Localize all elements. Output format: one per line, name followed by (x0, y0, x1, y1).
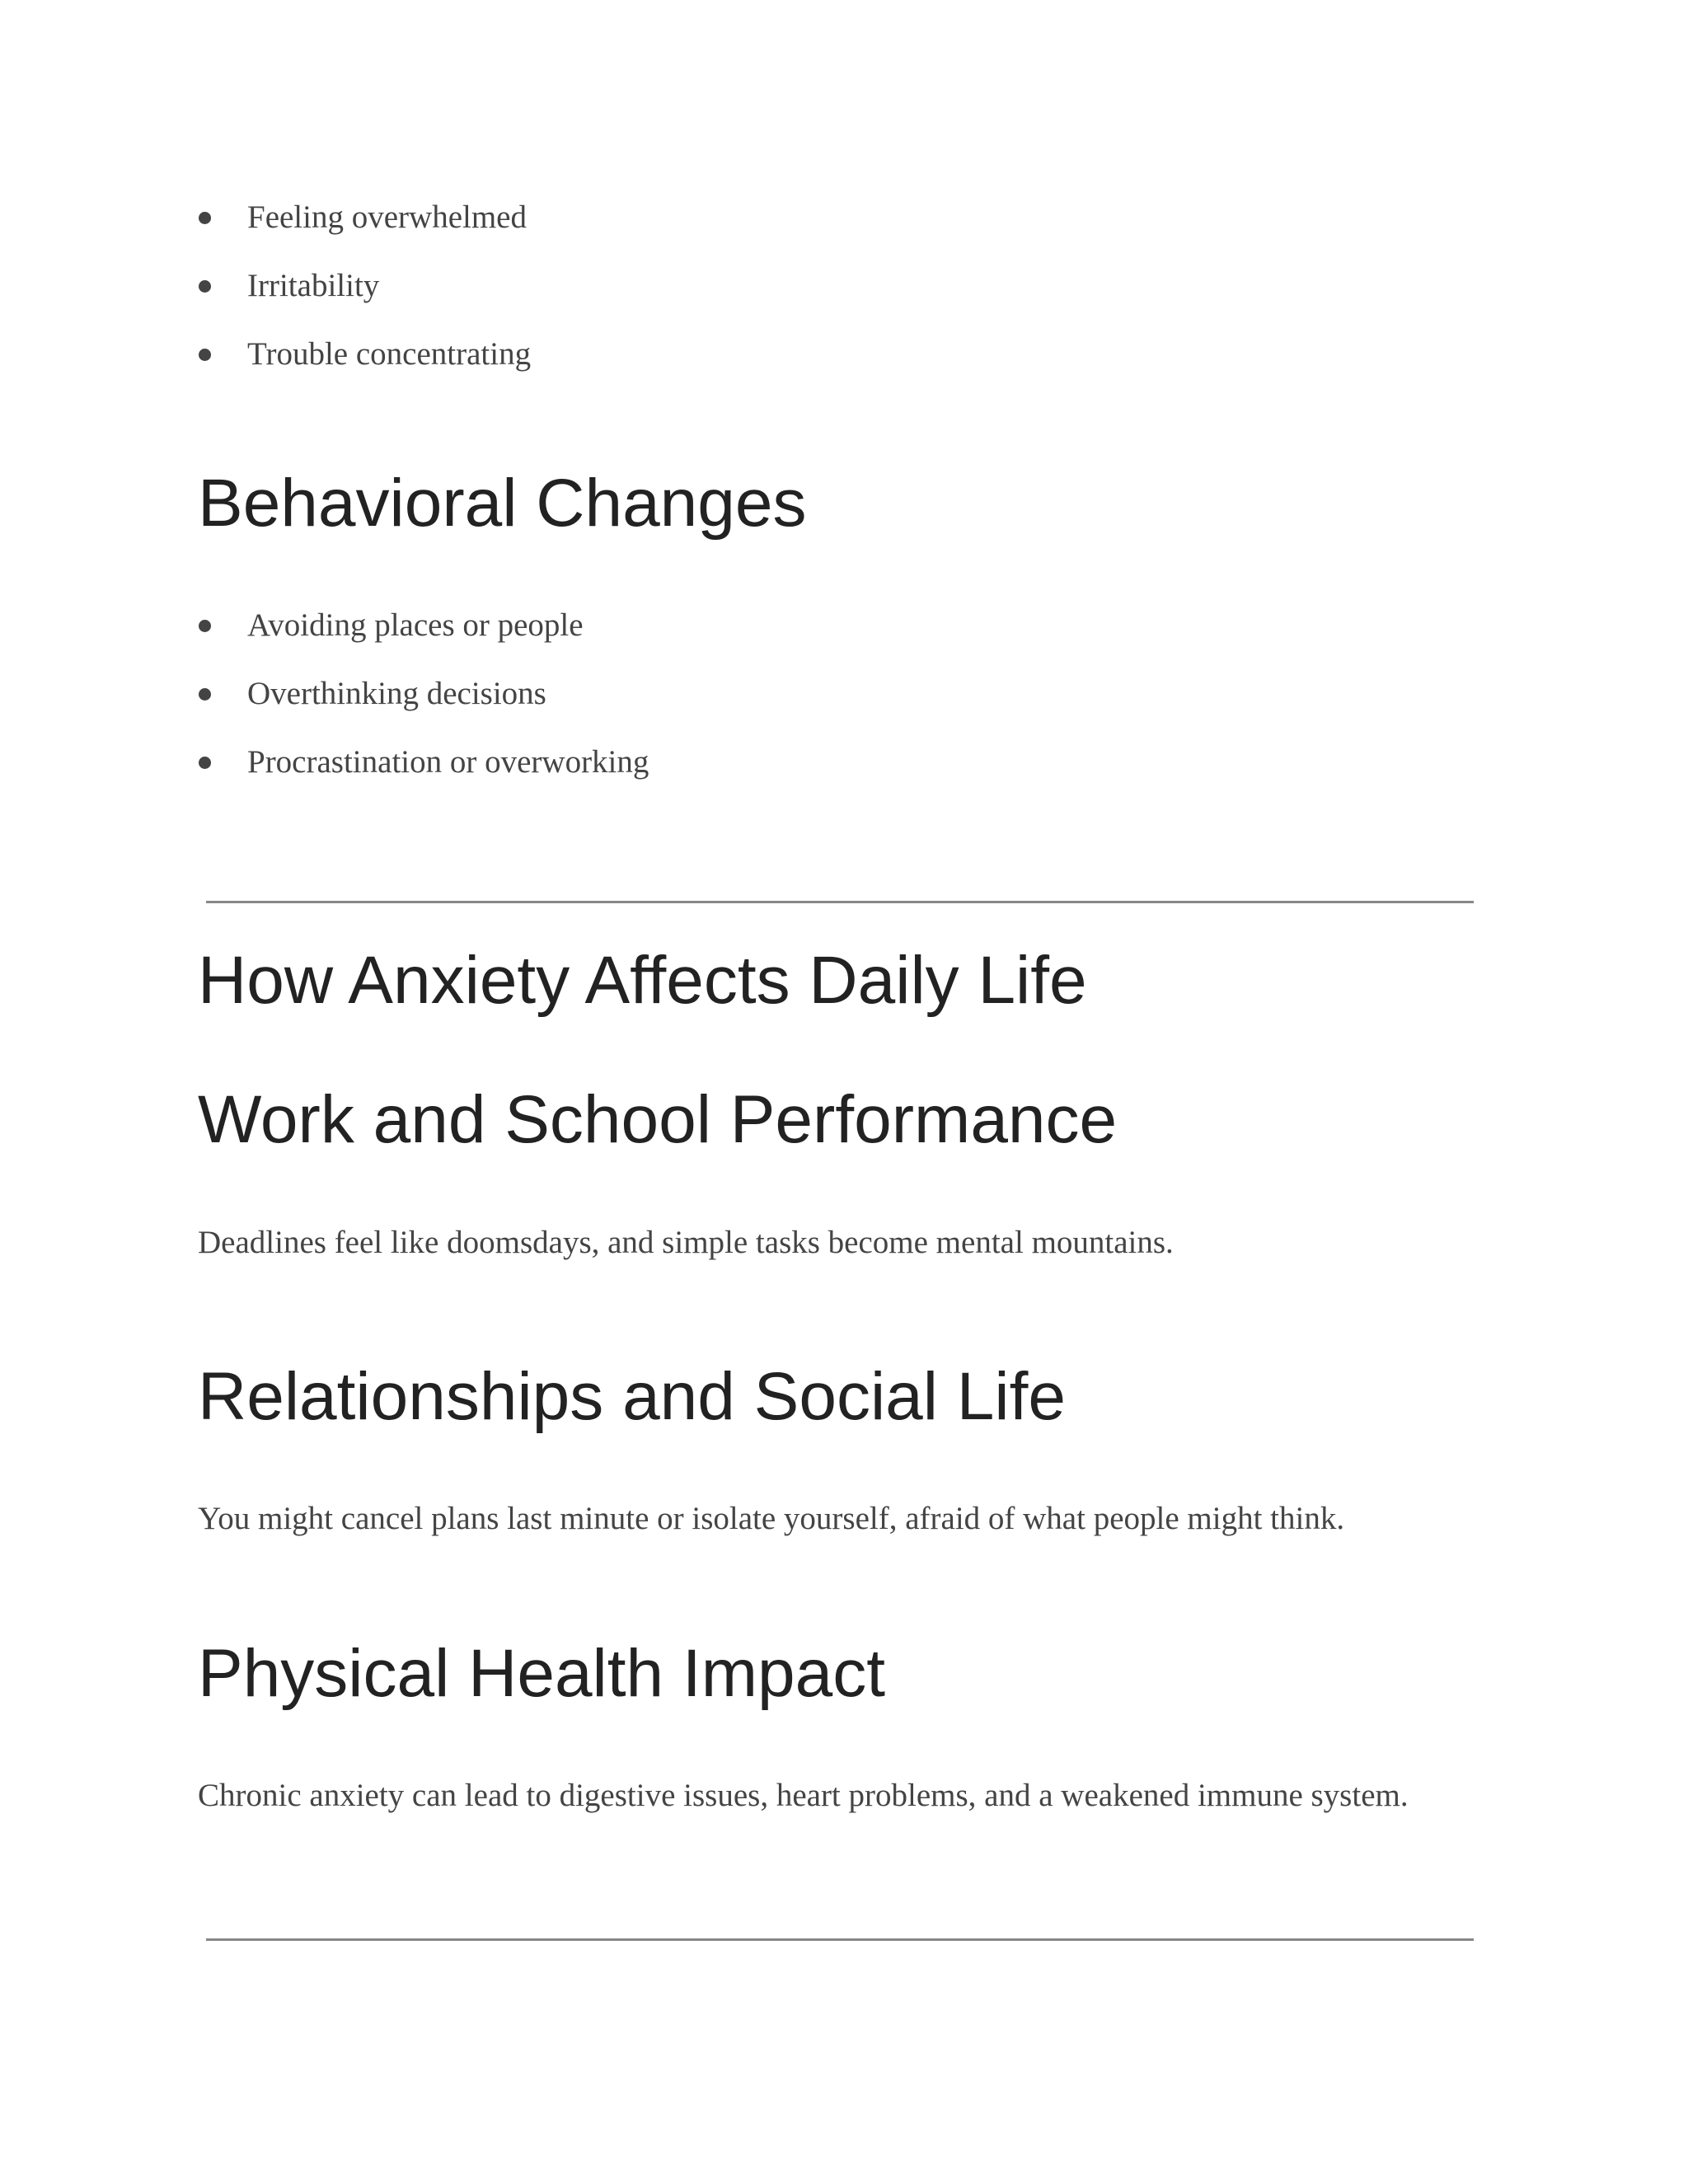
list-item-text: Trouble concentrating (247, 336, 532, 372)
list-item (247, 591, 649, 659)
relationships-text: You might cancel plans last minute or isolate yourself, afraid of what people might think. (198, 1501, 1345, 1536)
behavioral-changes-list (247, 591, 649, 796)
bullet-icon (199, 688, 211, 701)
list-item (247, 728, 649, 796)
bullet-icon (199, 349, 211, 361)
horizontal-divider (206, 1938, 1474, 1941)
bullet-icon (199, 212, 211, 224)
bullet-icon (199, 620, 211, 632)
work-school-text: Deadlines feel like doomsdays, and simple tasks become mental mountains. (198, 1225, 1174, 1260)
bullet-icon (199, 757, 211, 769)
horizontal-divider (206, 901, 1474, 903)
list-item-text: Feeling overwhelmed (247, 199, 527, 235)
list-item (247, 659, 649, 728)
daily-life-heading: How Anxiety Affects Daily Life (198, 943, 1087, 1018)
emotional-symptoms-list (247, 183, 531, 388)
work-school-heading: Work and School Performance (198, 1082, 1118, 1157)
list-item-text: Overthinking decisions (247, 676, 546, 711)
list-item-text: Avoiding places or people (247, 607, 584, 643)
list-item (247, 320, 531, 388)
physical-health-text: Chronic anxiety can lead to digestive issues, heart problems, and a weakened immune system. (198, 1778, 1409, 1813)
physical-health-heading: Physical Health Impact (198, 1636, 886, 1711)
relationships-heading: Relationships and Social Life (198, 1359, 1066, 1434)
list-item-text: Procrastination or overworking (247, 744, 649, 780)
list-item (247, 251, 531, 320)
behavioral-changes-heading: Behavioral Changes (198, 466, 807, 541)
list-item-text: Irritability (247, 268, 380, 303)
bullet-icon (199, 280, 211, 293)
list-item (247, 183, 531, 251)
